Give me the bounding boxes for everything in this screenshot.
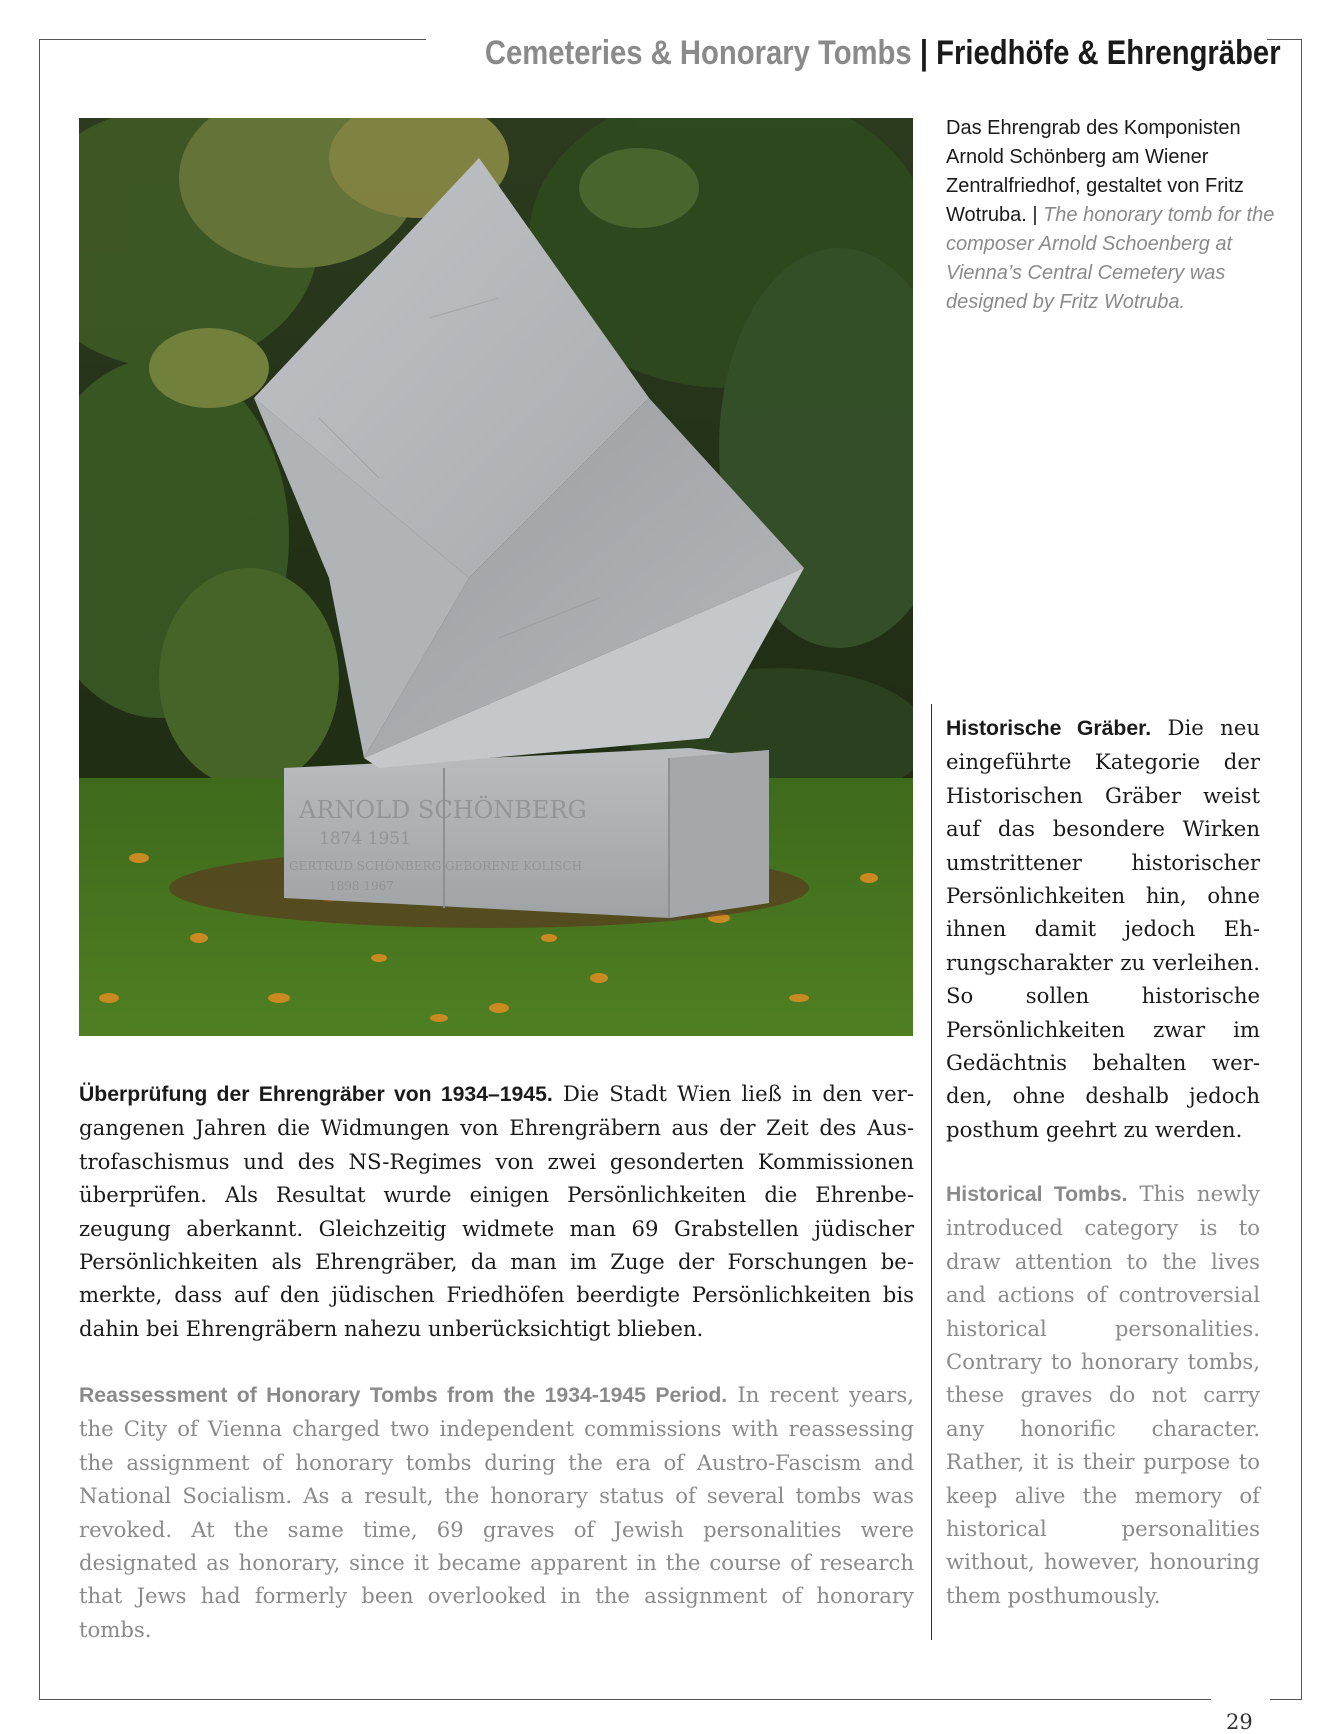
side-en-heading: Historical Tombs. xyxy=(946,1183,1128,1206)
column-divider xyxy=(931,704,932,1640)
inscription-dates2: 1898 1967 xyxy=(329,879,394,893)
frame-left xyxy=(39,39,40,1699)
frame-top-left xyxy=(39,39,426,40)
header-title-en: Cemeteries & Honorary Tombs xyxy=(484,34,912,72)
inscription-name: ARNOLD SCHÖNBERG xyxy=(299,796,587,824)
main-text-de xyxy=(79,1077,914,1345)
frame-right xyxy=(1301,39,1302,1699)
page-number: 29 xyxy=(1226,1710,1253,1734)
main-text-en xyxy=(79,1378,914,1646)
main-en-heading: Reassessment of Honorary Tombs from the 1934-1945 Period. xyxy=(79,1384,728,1407)
header-separator: | xyxy=(919,34,928,72)
main-de-heading: Überprüfung der Ehrengräber von 1934–1945. xyxy=(79,1083,553,1106)
caption-en: The honorary tomb for the composer Arnold Schoenberg at Vienna’s Central Cemetery was designed by Fritz Wotruba. xyxy=(946,204,1275,313)
caption-separator: | xyxy=(1026,204,1044,226)
header-title-de: Friedhöfe & Ehrengräber xyxy=(936,34,1281,72)
photo-caption xyxy=(946,114,1276,317)
inscription-dates: 1874 1951 xyxy=(319,829,411,849)
inscription-line2: GERTRUD SCHÖNBERG GEBORENE KOLISCH xyxy=(289,859,583,873)
side-en-body: This newly introduced category is to draw attention to the lives and actions of controversial historical personalities. Contrary to honorary tombs, these graves do not carry any honorific character. Rather, it is their purpose to keep alive the memory of historical personalities without, however, honouring them posthumously. xyxy=(946,1181,1260,1608)
side-text-en xyxy=(946,1177,1260,1612)
main-en-body: In recent years, the City of Vienna charged two independent commissions with reassessing the assignment of honorary tombs during the era of Austro-Fascism and National Socialism. As a result, the honorary status of several tombs was revoked. At the same time, 69 graves of Jewish personalities were designated as honorary, since it became apparent in the course of research that Jews had formerly been overlooked in the assignment of honorary tombs. xyxy=(79,1382,914,1642)
side-de-heading: Historische Gräber. xyxy=(946,717,1152,740)
main-de-body: Die Stadt Wien ließ in den vergangenen Jahren die Widmungen von Ehrengräbern aus der Zeit des Austrofaschismus und des NS-Regimes von zwei gesonderten Kommissionen überprüfen. Als Resultat wurde einigen Persönlichkeiten die Ehrenbezeugung aberkannt. Gleichzeitig widmete man 69 Grabstellen jüdischer Persönlichkeiten als Ehrengräber, da man im Zuge der Forschungen bemerkte, dass auf den jüdischen Friedhöfen beerdigte Persönlichkeiten bis dahin bei Ehrengräbern nahezu unberücksichtigt blieben. xyxy=(79,1081,914,1341)
frame-bottom-right xyxy=(1270,1699,1302,1700)
side-de-body: Die neu eingeführte Kategorie der Historischen Gräber weist auf das besondere Wirken umstrittener historischer Persönlichkeiten hin, ohne ihnen damit jedoch Ehrungscharakter zu verleihen. So sollen historische Persönlichkeiten zwar im Gedächtnis behalten werden, ohne deshalb jedoch posthum geehrt zu werden. xyxy=(946,715,1260,1142)
caption-de: Das Ehrengrab des Komponisten Arnold Schönberg am Wiener Zentralfriedhof, gestaltet von Fritz Wotruba. xyxy=(946,117,1244,226)
side-text-de xyxy=(946,711,1260,1146)
frame-bottom xyxy=(39,1699,1211,1700)
page-header xyxy=(484,30,1281,76)
tomb-photo xyxy=(79,118,913,1036)
